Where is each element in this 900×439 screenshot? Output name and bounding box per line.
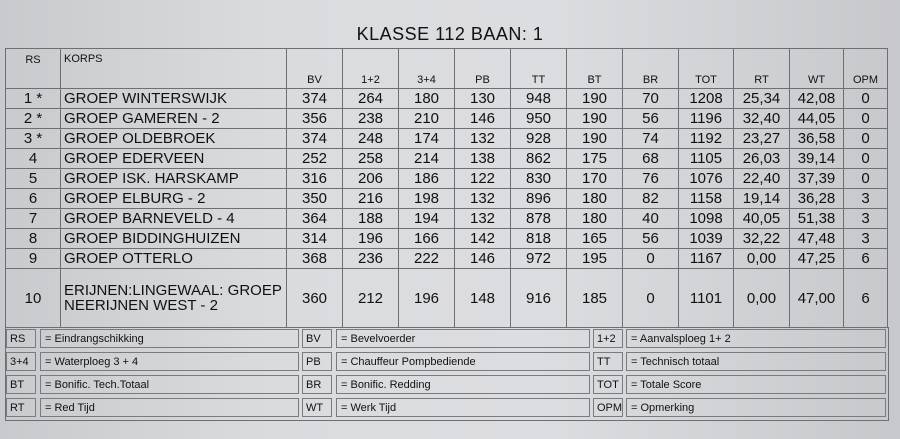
score-cell: 3 [844,229,888,249]
legend-description: = Eindrangschikking [40,329,299,348]
score-cell: 258 [343,149,399,169]
rank-cell: 5 [6,169,61,189]
score-cell: 68 [623,149,679,169]
score-cell: 132 [455,129,511,149]
legend-description: = Red Tijd [40,398,299,417]
score-cell: 175 [567,149,623,169]
score-cell: 6 [844,249,888,269]
legend-entry [6,398,299,417]
score-cell: 82 [623,189,679,209]
column-header: RS [6,49,61,89]
legend-entry [6,352,299,371]
legend-entry [6,375,299,394]
score-cell: 198 [399,189,455,209]
legend-code: RT [6,398,36,417]
column-header: BR [623,49,679,89]
team-name-cell: GROEP ISK. HARSKAMP [61,169,287,189]
score-cell: 74 [623,129,679,149]
score-cell: 26,03 [734,149,790,169]
score-cell: 238 [343,109,399,129]
score-cell: 148 [455,269,511,328]
score-cell: 1196 [679,109,734,129]
score-cell: 212 [343,269,399,328]
legend-description: = Totale Score [626,375,886,394]
score-cell: 40 [623,209,679,229]
legend-code: 3+4 [6,352,36,371]
table-row [6,129,888,149]
score-cell: 180 [567,209,623,229]
score-cell: 195 [567,249,623,269]
table-row [6,269,888,328]
score-cell: 0 [844,89,888,109]
score-cell: 350 [287,189,343,209]
rank-cell: 2 * [6,109,61,129]
header-row [6,49,888,89]
legend-entry [593,329,886,348]
score-cell: 36,28 [790,189,844,209]
table-row [6,209,888,229]
score-cell: 47,00 [790,269,844,328]
score-cell: 19,14 [734,189,790,209]
score-cell: 248 [343,129,399,149]
score-cell: 190 [567,109,623,129]
score-cell: 56 [623,109,679,129]
rank-cell: 3 * [6,129,61,149]
team-name-cell: GROEP EDERVEEN [61,149,287,169]
table-row [6,109,888,129]
column-header: 3+4 [399,49,455,89]
score-cell: 32,22 [734,229,790,249]
column-header: BV [287,49,343,89]
score-cell: 206 [343,169,399,189]
legend-description: = Technisch totaal [626,352,886,371]
team-name-cell: GROEP BARNEVELD - 4 [61,209,287,229]
results-body [6,89,888,328]
score-cell: 190 [567,89,623,109]
score-cell: 0,00 [734,269,790,328]
legend-entry [6,329,299,348]
score-cell: 39,14 [790,149,844,169]
score-cell: 0,00 [734,249,790,269]
team-name-cell: GROEP BIDDINGHUIZEN [61,229,287,249]
table-row [6,89,888,109]
rank-cell: 8 [6,229,61,249]
score-cell: 166 [399,229,455,249]
legend-entry [593,375,886,394]
score-cell: 214 [399,149,455,169]
legend-description: = Waterploeg 3 + 4 [40,352,299,371]
score-cell: 186 [399,169,455,189]
score-cell: 130 [455,89,511,109]
score-cell: 132 [455,189,511,209]
legend-code: 1+2 [593,329,623,348]
score-cell: 170 [567,169,623,189]
rank-cell: 6 [6,189,61,209]
column-header: KORPS [61,49,287,89]
score-cell: 1158 [679,189,734,209]
score-cell: 896 [511,189,567,209]
score-cell: 6 [844,269,888,328]
legend-entry [302,375,590,394]
score-cell: 830 [511,169,567,189]
score-cell: 70 [623,89,679,109]
score-cell: 818 [511,229,567,249]
score-cell: 174 [399,129,455,149]
legend-description: = Bonific. Redding [336,375,590,394]
team-name-cell: GROEP GAMEREN - 2 [61,109,287,129]
legend-code: TOT [593,375,623,394]
score-cell: 138 [455,149,511,169]
legend-entry [302,398,590,417]
table-row [6,249,888,269]
score-cell: 1076 [679,169,734,189]
legend-entry [593,398,886,417]
score-cell: 916 [511,269,567,328]
score-cell: 0 [844,149,888,169]
score-cell: 25,34 [734,89,790,109]
score-cell: 1039 [679,229,734,249]
team-name-cell: GROEP OLDEBROEK [61,129,287,149]
score-cell: 0 [623,269,679,328]
score-cell: 122 [455,169,511,189]
legend-description: = Bevelvoerder [336,329,590,348]
score-cell: 972 [511,249,567,269]
column-header: 1+2 [343,49,399,89]
score-cell: 194 [399,209,455,229]
score-cell: 950 [511,109,567,129]
rank-cell: 1 * [6,89,61,109]
score-cell: 190 [567,129,623,149]
score-cell: 0 [844,129,888,149]
score-cell: 0 [844,109,888,129]
column-header: TT [511,49,567,89]
score-cell: 165 [567,229,623,249]
score-cell: 42,08 [790,89,844,109]
table-row [6,169,888,189]
score-cell: 142 [455,229,511,249]
table-row [6,149,888,169]
score-cell: 40,05 [734,209,790,229]
legend-entry [302,352,590,371]
legend-entry [302,329,590,348]
score-cell: 44,05 [790,109,844,129]
legend-code: PB [302,352,332,371]
score-cell: 356 [287,109,343,129]
score-cell: 22,40 [734,169,790,189]
legend-box [5,327,889,421]
score-cell: 180 [567,189,623,209]
column-header: BT [567,49,623,89]
score-cell: 878 [511,209,567,229]
column-header: OPM [844,49,888,89]
score-cell: 180 [399,89,455,109]
score-cell: 368 [287,249,343,269]
team-name-cell: GROEP ELBURG - 2 [61,189,287,209]
score-cell: 185 [567,269,623,328]
score-cell: 210 [399,109,455,129]
table-row [6,229,888,249]
score-cell: 252 [287,149,343,169]
page-title: KLASSE 112 BAAN: 1 [356,24,544,44]
score-cell: 76 [623,169,679,189]
score-cell: 1208 [679,89,734,109]
rank-cell: 4 [6,149,61,169]
score-cell: 928 [511,129,567,149]
score-cell: 3 [844,189,888,209]
rank-cell: 10 [6,269,61,328]
score-cell: 1101 [679,269,734,328]
score-cell: 264 [343,89,399,109]
legend-code: BV [302,329,332,348]
score-cell: 1167 [679,249,734,269]
score-cell: 360 [287,269,343,328]
score-cell: 51,38 [790,209,844,229]
score-cell: 32,40 [734,109,790,129]
score-cell: 196 [343,229,399,249]
legend-description: = Chauffeur Pompbediende [336,352,590,371]
legend-description: = Bonific. Tech.Totaal [40,375,299,394]
legend-code: BT [6,375,36,394]
legend-code: RS [6,329,36,348]
score-cell: 146 [455,249,511,269]
score-cell: 948 [511,89,567,109]
legend-description: = Aanvalsploeg 1+ 2 [626,329,886,348]
score-cell: 0 [844,169,888,189]
score-cell: 222 [399,249,455,269]
score-cell: 1105 [679,149,734,169]
score-cell: 1098 [679,209,734,229]
score-cell: 862 [511,149,567,169]
score-cell: 0 [623,249,679,269]
score-cell: 374 [287,129,343,149]
score-cell: 132 [455,209,511,229]
score-cell: 37,39 [790,169,844,189]
rank-cell: 9 [6,249,61,269]
legend-code: WT [302,398,332,417]
legend-code: BR [302,375,332,394]
team-name-cell: GROEP OTTERLO [61,249,287,269]
score-cell: 196 [399,269,455,328]
score-cell: 216 [343,189,399,209]
legend-code: TT [593,352,623,371]
legend-entry [593,352,886,371]
score-cell: 56 [623,229,679,249]
legend-description: = Opmerking [626,398,886,417]
legend-code: OPM [593,398,623,417]
table-row [6,189,888,209]
results-table [5,48,888,328]
score-cell: 314 [287,229,343,249]
score-cell: 236 [343,249,399,269]
score-cell: 36,58 [790,129,844,149]
score-cell: 1192 [679,129,734,149]
column-header: WT [790,49,844,89]
score-cell: 188 [343,209,399,229]
score-cell: 316 [287,169,343,189]
column-header: TOT [679,49,734,89]
score-cell: 146 [455,109,511,129]
team-name-cell: ERIJNEN:LINGEWAAL: GROEP NEERIJNEN WEST - 2 [61,269,287,328]
score-cell: 23,27 [734,129,790,149]
score-cell: 364 [287,209,343,229]
column-header: PB [455,49,511,89]
score-cell: 3 [844,209,888,229]
score-cell: 47,25 [790,249,844,269]
rank-cell: 7 [6,209,61,229]
legend-description: = Werk Tijd [336,398,590,417]
score-cell: 374 [287,89,343,109]
column-header: RT [734,49,790,89]
score-cell: 47,48 [790,229,844,249]
team-name-cell: GROEP WINTERSWIJK [61,89,287,109]
